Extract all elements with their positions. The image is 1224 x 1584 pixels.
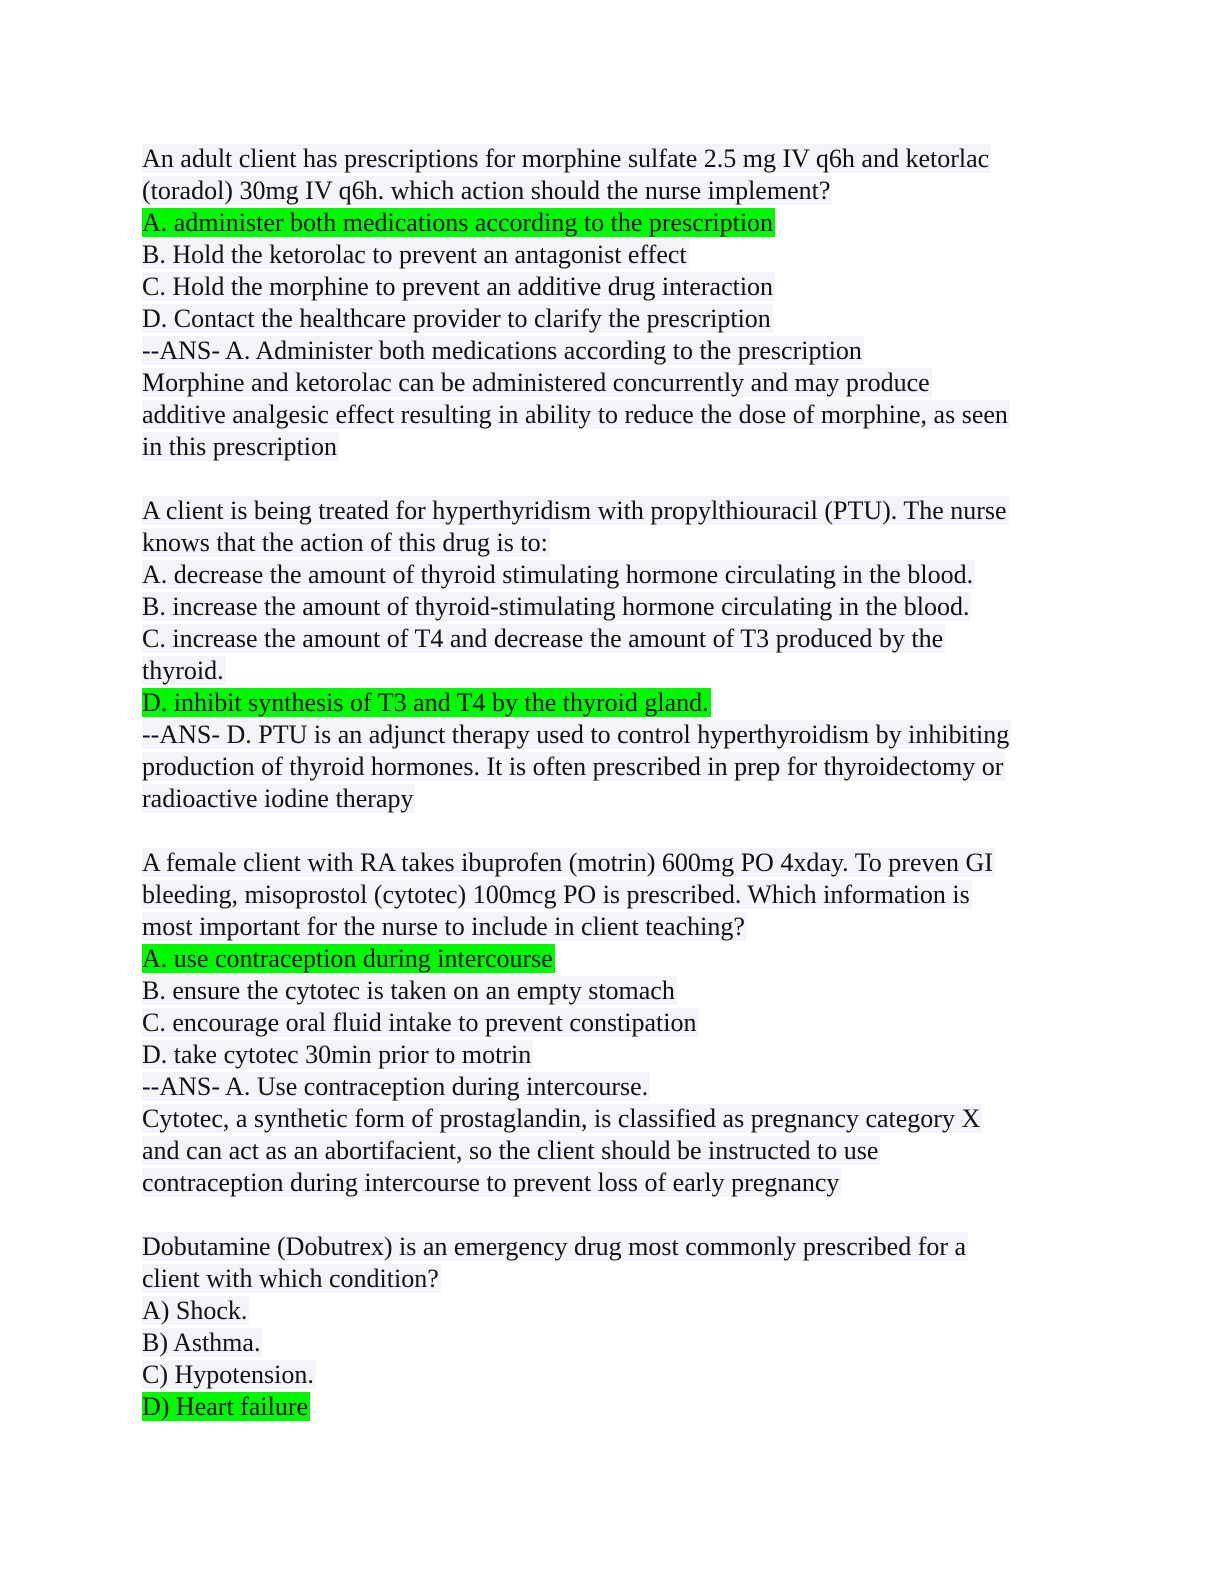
line-text: D. Contact the healthcare provider to clarify the prescription [142,304,771,333]
line-text: B. increase the amount of thyroid-stimulating hormone circulating in the blood. [142,592,970,621]
line-text: contraception during intercourse to prevent loss of early pregnancy [142,1168,840,1197]
line-text: A client is being treated for hyperthyridism with propylthiouracil (PTU). The nurse [142,496,1007,525]
text-line [142,1071,1082,1103]
line-text: thyroid. [142,656,224,685]
line-text: --ANS- D. PTU is an adjunct therapy used to control hyperthyroidism by inhibiting [142,720,1010,749]
text-line [142,399,1082,431]
question-block [142,847,1082,1199]
line-text: C. encourage oral fluid intake to prevent constipation [142,1008,697,1037]
correct-answer-line [142,207,1082,239]
highlighted-answer: D. inhibit synthesis of T3 and T4 by the thyroid gland. [142,688,709,717]
line-text: additive analgesic effect resulting in ability to reduce the dose of morphine, as seen [142,400,1008,429]
text-line [142,271,1082,303]
text-line [142,911,1082,943]
text-line [142,1103,1082,1135]
line-text: B) Asthma. [142,1328,261,1357]
text-line [142,335,1082,367]
text-line [142,527,1082,559]
text-line [142,1135,1082,1167]
highlighted-answer: A. administer both medications according to the prescription [142,208,774,237]
line-text: B. Hold the ketorolac to prevent an antagonist effect [142,240,687,269]
highlighted-answer: D) Heart failure [142,1392,309,1421]
text-line [142,1167,1082,1199]
line-text: A) Shock. [142,1296,248,1325]
text-line [142,1007,1082,1039]
question-block [142,1231,1082,1423]
text-line [142,879,1082,911]
line-text: production of thyroid hormones. It is often prescribed in prep for thyroidectomy or [142,752,1004,781]
text-line [142,367,1082,399]
correct-answer-line [142,1391,1082,1423]
line-text: --ANS- A. Use contraception during intercourse. [142,1072,649,1101]
text-line [142,783,1082,815]
line-text: B. ensure the cytotec is taken on an empty stomach [142,976,675,1005]
text-line [142,239,1082,271]
line-text: client with which condition? [142,1264,439,1293]
line-text: C. increase the amount of T4 and decrease the amount of T3 produced by the [142,624,944,653]
line-text: A female client with RA takes ibuprofen (motrin) 600mg PO 4xday. To preven GI [142,848,993,877]
line-text: A. decrease the amount of thyroid stimulating hormone circulating in the blood. [142,560,974,589]
text-line [142,303,1082,335]
line-text: radioactive iodine therapy [142,784,414,813]
line-text: most important for the nurse to include in client teaching? [142,912,745,941]
text-line [142,1359,1082,1391]
line-text: Dobutamine (Dobutrex) is an emergency drug most commonly prescribed for a [142,1232,967,1261]
line-text: (toradol) 30mg IV q6h. which action should the nurse implement? [142,176,831,205]
text-line [142,1327,1082,1359]
text-line [142,623,1082,655]
text-line [142,1231,1082,1263]
line-text: Cytotec, a synthetic form of prostaglandin, is classified as pregnancy category X [142,1104,981,1133]
line-text: --ANS- A. Administer both medications according to the prescription [142,336,862,365]
text-line [142,655,1082,687]
line-text: An adult client has prescriptions for morphine sulfate 2.5 mg IV q6h and ketorlac [142,144,990,173]
text-line [142,719,1082,751]
text-line [142,1295,1082,1327]
text-line [142,591,1082,623]
text-line [142,1263,1082,1295]
highlighted-answer: A. use contraception during intercourse [142,944,553,973]
line-text: bleeding, misoprostol (cytotec) 100mcg PO is prescribed. Which information is [142,880,970,909]
text-line [142,431,1082,463]
question-block [142,495,1082,815]
text-line [142,847,1082,879]
text-line [142,559,1082,591]
line-text: knows that the action of this drug is to: [142,528,548,557]
document-page [142,143,1082,1455]
correct-answer-line [142,687,1082,719]
line-text: in this prescription [142,432,337,461]
line-text: C) Hypotension. [142,1360,314,1389]
text-line [142,975,1082,1007]
question-block [142,143,1082,463]
text-line [142,143,1082,175]
correct-answer-line [142,943,1082,975]
text-line [142,495,1082,527]
line-text: C. Hold the morphine to prevent an additive drug interaction [142,272,774,301]
line-text: D. take cytotec 30min prior to motrin [142,1040,532,1069]
line-text: Morphine and ketorolac can be administered concurrently and may produce [142,368,930,397]
text-line [142,1039,1082,1071]
text-line [142,751,1082,783]
text-line [142,175,1082,207]
line-text: and can act as an abortifacient, so the client should be instructed to use [142,1136,879,1165]
